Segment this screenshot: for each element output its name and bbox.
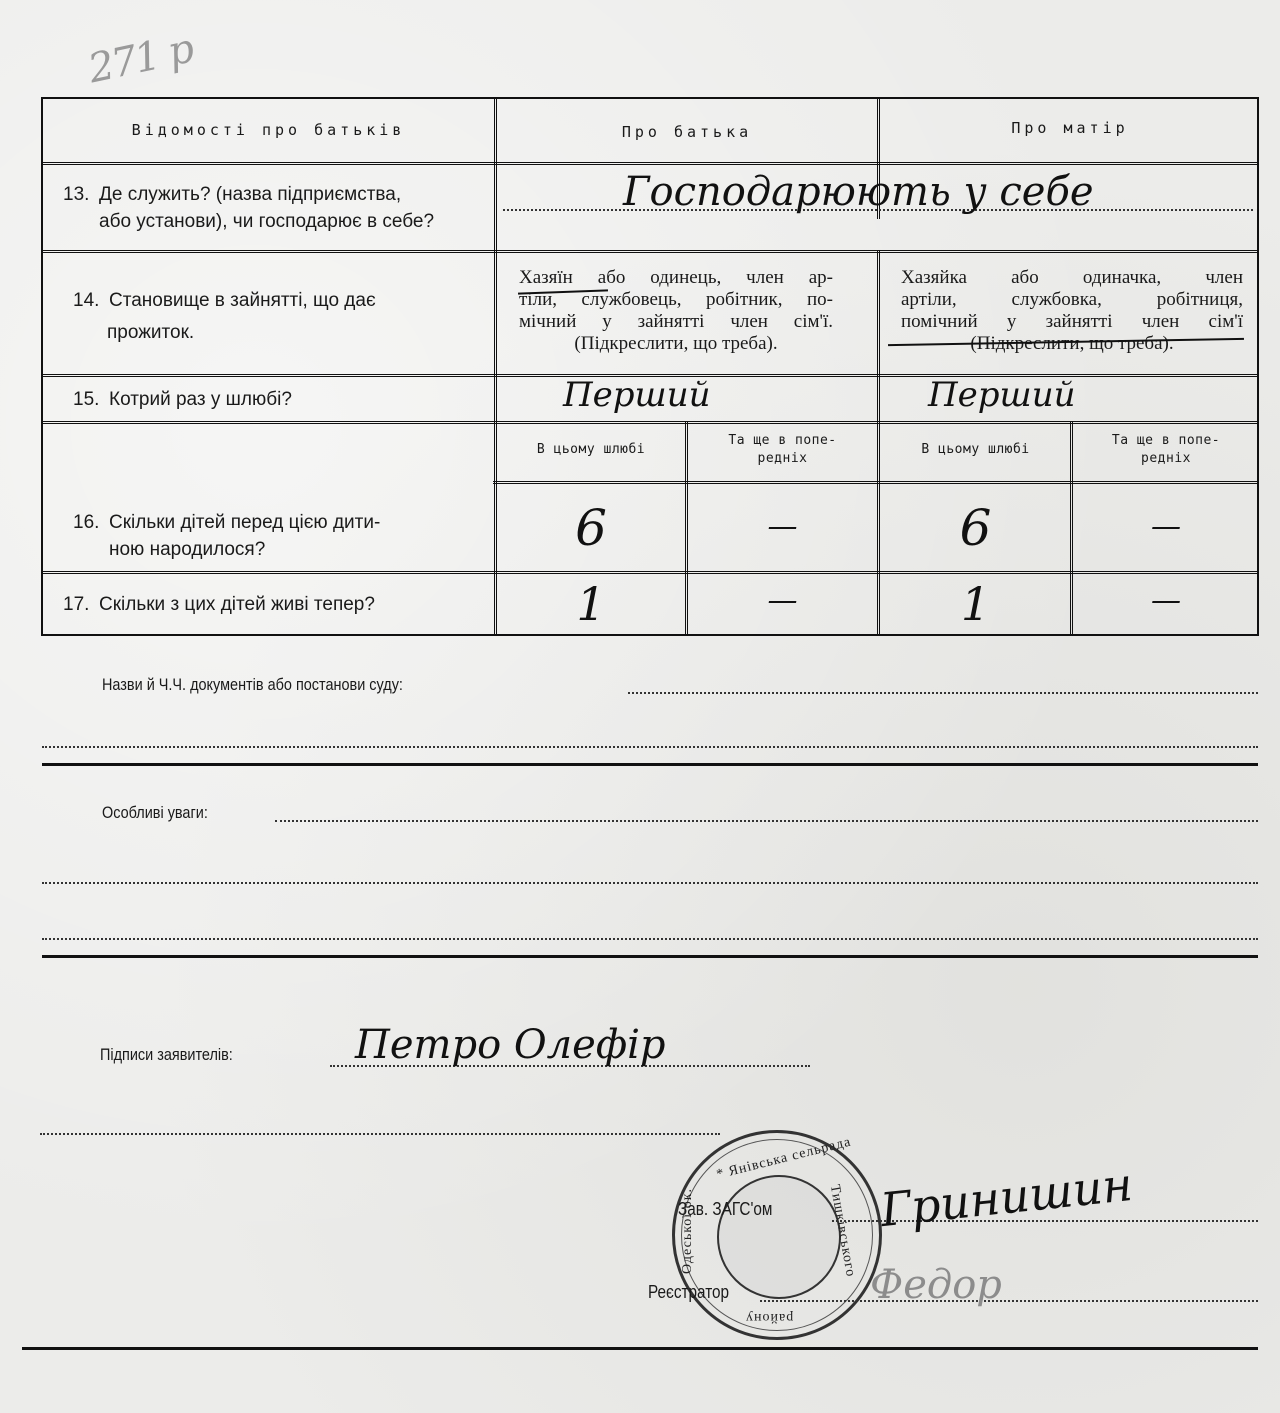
documents-label: Назви й Ч.Ч. документів або постанови суду: xyxy=(102,675,403,694)
mother-children-alive-previous[interactable]: — xyxy=(1151,583,1181,618)
mother-subheader-this: В цьому шлюбі xyxy=(921,442,1030,457)
header-question: Відомості про батьків xyxy=(131,121,406,139)
documents-input-line[interactable] xyxy=(628,692,1258,694)
mother-children-this[interactable]: 6 xyxy=(959,499,992,557)
col-divider xyxy=(877,250,880,634)
father-subheader-this: В цьому шлюбі xyxy=(536,442,646,457)
notes-input-line-3[interactable] xyxy=(42,938,1258,940)
header-father: Про батька xyxy=(621,123,753,141)
answer-13[interactable]: Господарюють у себе xyxy=(623,169,1094,215)
question-16: 16. Скільки дітей перед цією дити- ною народилося? xyxy=(73,512,381,560)
head-signature[interactable]: Гринишин xyxy=(877,1156,1136,1238)
question-17: 17. Скільки з цих дітей живі тепер? xyxy=(63,594,375,615)
subheader-divider xyxy=(493,481,1257,484)
documents-input-line-2[interactable] xyxy=(42,746,1258,748)
father-children-alive-previous[interactable]: — xyxy=(767,583,798,618)
stamp-text-left: Одеської ок. xyxy=(680,1188,695,1274)
notes-label: Особливі уваги: xyxy=(102,803,208,822)
stamp-emblem xyxy=(717,1175,841,1299)
registrar-signature[interactable]: Федор xyxy=(870,1262,1002,1308)
mother-occupation-options: Хазяйка або одиначка, член артіли, службовка, робітниця, помічний у зайнятті член сім'ї (Підкреслити, що треба). xyxy=(901,267,1243,354)
stamp-text-top: * Янівська сельрада xyxy=(715,1134,853,1183)
registrar-signature-line[interactable] xyxy=(760,1300,1258,1302)
head-zags-label: Зав. ЗАГС'ом xyxy=(678,1199,773,1219)
mother-children-previous[interactable]: — xyxy=(1151,509,1181,544)
applicant-signature-line-2[interactable] xyxy=(40,1133,720,1135)
bottom-divider xyxy=(22,1347,1258,1350)
notes-input-line[interactable] xyxy=(275,820,1258,822)
father-option-line-1[interactable]: Хазяїн або одинець, член ар- xyxy=(519,267,833,288)
father-subheader-previous: Та ще в попе- редніх xyxy=(728,433,837,466)
mother-marriage-count[interactable]: Перший xyxy=(928,375,1076,415)
father-children-this[interactable]: 6 xyxy=(575,499,607,557)
section-divider xyxy=(42,955,1258,958)
father-children-alive-this[interactable]: 1 xyxy=(576,577,606,631)
stamp-text-bottom: району xyxy=(745,1310,794,1325)
row-divider xyxy=(43,571,1257,574)
question-14: 14. Становище в зайнятті, що дає прожиток. xyxy=(73,290,376,343)
section-divider xyxy=(42,763,1258,766)
father-marriage-count[interactable]: Перший xyxy=(563,375,711,415)
official-stamp xyxy=(672,1130,882,1340)
father-children-previous[interactable]: — xyxy=(767,509,798,544)
row-divider xyxy=(43,250,1257,253)
page-number-note: 271 р xyxy=(84,25,197,93)
header-mother: Про матір xyxy=(1011,119,1129,137)
row-divider xyxy=(43,162,1257,165)
applicant-signature[interactable]: Петро Олефір xyxy=(355,1022,666,1068)
question-15: 15. Котрий раз у шлюбі? xyxy=(73,389,292,410)
stamp-text-right: Тишківського xyxy=(826,1183,858,1279)
question-13: 13. Де служить? (назва підприємства, або установи), чи господарює в себе? xyxy=(63,184,435,232)
mother-subheader-previous: Та ще в попе- редніх xyxy=(1111,433,1221,466)
registrar-label: Реєстратор xyxy=(648,1282,730,1302)
parents-info-table xyxy=(41,97,1259,636)
notes-input-line-2[interactable] xyxy=(42,882,1258,884)
mother-option-line-3[interactable]: помічний у зайнятті член сім'ї xyxy=(901,311,1243,332)
row-divider xyxy=(43,421,1257,424)
mother-children-alive-this[interactable]: 1 xyxy=(960,577,991,631)
applicant-signatures-label: Підписи заявителів: xyxy=(100,1045,233,1064)
father-occupation-options: Хазяїн або одинець, член ар- тіли, службовець, робітник, по- мічний у зайнятті член сім'ї. (Підкреслити, що треба). xyxy=(519,267,833,354)
